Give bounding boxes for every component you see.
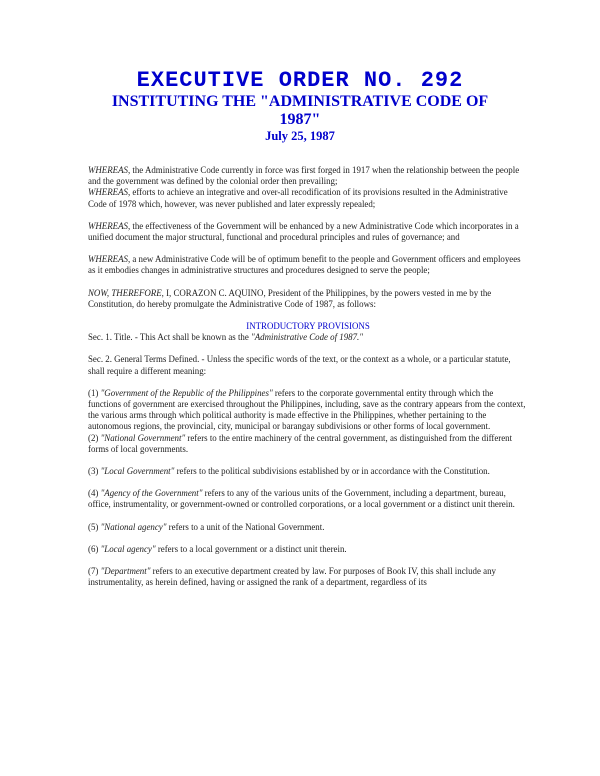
definition-item [88,566,528,588]
definition-number: (6) [88,543,101,554]
definition-text: refers to an executive department created by law. For purposes of Book IV, this shall include any instrumentality, as herein defined, having or assigned the rank of a department, regardless of its [88,566,496,588]
definition-item [88,466,528,477]
preamble [88,165,528,588]
document-title: EXECUTIVE ORDER NO. 292 [136,68,464,93]
definition-item [88,544,528,555]
section-heading: INTRODUCTORY PROVISIONS [246,321,370,332]
definition-item [88,522,528,533]
definition-text: refers to a unit of the National Government. [166,521,325,532]
document-subtitle: INSTITUTING THE "ADMINISTRATIVE CODE OF 1987" [111,93,489,128]
definition-text: refers to any of the various units of the Government, including a department, bureau, office, instrumentality, or government-owned or controlled corporations, or a local government or a distinct unit therein. [88,488,515,510]
promulgation-paragraph [88,288,528,310]
definition-term: "Department" [100,566,151,577]
section-1-title: "Administrative Code of 1987." [251,332,364,343]
whereas-text: , a new Administrative Code will be of optimum benefit to the people and Government officers and employees as it embodies changes in administrative structures and procedures designed to serve the people; [88,254,521,276]
definition-number: (4) [88,488,101,499]
whereas-paragraph [88,254,528,276]
definition-item [88,388,528,433]
definition-number: (1) [88,387,101,398]
whereas-keyword: WHEREAS [88,220,128,231]
whereas-paragraph [88,221,528,243]
section-1 [88,332,528,343]
document-date: July 25, 1987 [265,129,335,143]
whereas-keyword: WHEREAS [88,187,128,198]
definition-item [88,433,528,455]
whereas-keyword: WHEREAS [88,165,128,175]
definition-number: (3) [88,466,101,477]
section-2: Sec. 2. General Terms Defined. - Unless the specific words of the text, or the context as a whole, or a particular statute, shall require a different meaning: [88,354,511,376]
whereas-paragraph [88,165,528,187]
definition-text: refers to a local government or a distinct unit therein. [155,543,347,554]
definition-term: "National Government" [100,432,186,443]
definition-term: "Local agency" [100,543,156,554]
definition-number: (2) [88,432,101,443]
definition-term: "Government of the Republic of the Philippines" [100,387,273,398]
definition-text: refers to the corporate governmental entity through which the functions of government are exercised throughout the Philippines, including, save as the contrary appears from the context, the various arms through which political authority is made effective in the Philippines, whether pertaining to the autonomous regions, the provincial, city, municipal or barangay subdivisions or other forms of local government. [88,387,526,432]
promulgation-text: , I, CORAZON C. AQUINO, President of the Philippines, by the powers vested in me by the Constitution, do hereby promulgate the Administrative Code of 1987, as follows: [88,287,492,309]
now-therefore-keyword: NOW, THEREFORE [88,287,162,298]
section-1-text: Sec. 1. Title. - This Act shall be known as the [88,332,252,343]
definition-term: "Agency of the Government" [100,488,203,499]
definition-term: "Local Government" [100,466,175,477]
definition-number: (7) [88,566,101,577]
definition-number: (5) [88,521,101,532]
whereas-paragraph [88,187,528,209]
definition-term: "National agency" [100,521,167,532]
whereas-text: , the Administrative Code currently in force was first forged in 1917 when the relationship between the people and the government was defined by the colonial order then prevailing; [88,165,520,187]
whereas-text: , efforts to achieve an integrative and over-all recodification of its provisions resulted in the Administrative Code of 1978 which, however, was never published and later expressly repealed; [88,187,508,209]
whereas-text: , the effectiveness of the Government will be enhanced by a new Administrative Code which incorporates in a unified document the major structural, functional and procedural principles and rules of governance; and [88,220,519,243]
definition-item [88,488,528,510]
definition-text: refers to the political subdivisions established by or in accordance with the Constitution. [174,466,490,477]
definition-text: refers to the entire machinery of the central government, as distinguished from the different forms of local governments. [88,432,513,454]
whereas-keyword: WHEREAS [88,254,128,265]
